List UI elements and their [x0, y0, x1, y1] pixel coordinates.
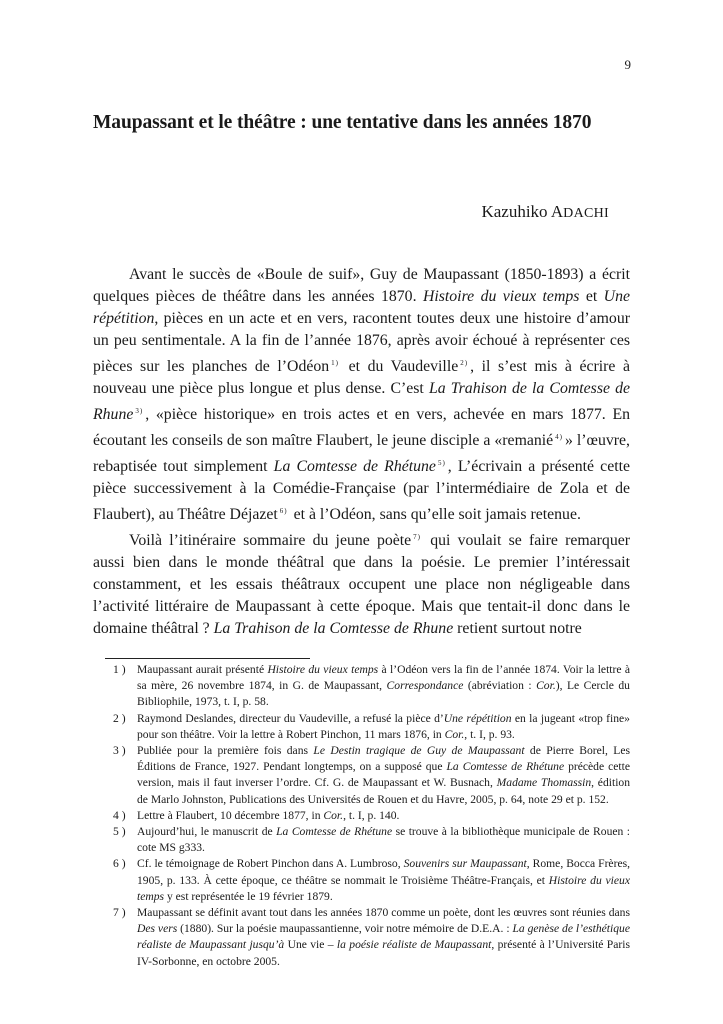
- footnote-text: Lettre à Flaubert, 10 décembre 1877, in Cor., t. I, p. 140.: [137, 808, 400, 822]
- footnote-number: 7 ): [113, 906, 126, 920]
- p1-title-rhetune: La Comtesse de Rhétune: [273, 458, 436, 475]
- footnote-text: Raymond Deslandes, directeur du Vaudeville, a refusé la pièce d’Une répétition en la jugeant «trop fine» pour son théâtre. Voir la lettre à Robert Pinchon, 11 mars 1876, in Cor., t. I, p. 93.: [137, 711, 630, 741]
- footnote-text: Aujourd’hui, le manuscrit de La Comtesse de Rhétune se trouve à la bibliothèque municipale de Rouen : cote MS g333.: [137, 825, 630, 855]
- footnote-ref-7[interactable]: 7): [413, 533, 422, 541]
- p1-title-trahison: La Trahison de la Comtesse de Rhune: [93, 380, 631, 423]
- footnote-divider: [105, 658, 310, 659]
- footnote-number: 6 ): [113, 857, 126, 871]
- p1-title-histoire: Histoire du vieux temps: [422, 288, 580, 305]
- footnote-ref-1[interactable]: 1): [331, 359, 340, 367]
- p1-text: » l’œuvre, rebaptisée tout simplement: [93, 432, 630, 475]
- p1-text: , pièces en un acte et en vers, racontent toutes deux une histoire d’amour un peu sentimentale. A la fin de l’année 1876, après avoir échoué à représenter ces pièces sur les planches de l’Odéon: [93, 310, 630, 375]
- p1-text: , L’écrivain a présenté cette pièce successivement à la Comédie-Française (par l’intermédiaire de Zola et de Flaubert), au Théâtre Déjazet: [93, 458, 630, 523]
- footnote-1: [113, 662, 630, 711]
- p1-text: , il s’est mis à écrire à nouveau une pièce plus longue et plus dense. C’est: [93, 358, 631, 397]
- footnotes: [113, 662, 630, 970]
- author-family-rest: DACHI: [563, 206, 609, 221]
- footnote-text: Maupassant aurait présenté Histoire du vieux temps à l’Odéon vers la fin de l’année 1874. Voir la lettre à sa mère, 26 novembre 1874, in G. de Maupassant, Correspondance (abréviation : Cor.), Le Cercle du Bibliophile, 1973, t. I, p. 58.: [137, 663, 631, 709]
- footnote-4: [113, 808, 630, 824]
- p1-title-repetition: Une répétition: [93, 288, 630, 327]
- p1-text: , «pièce historique» en trois actes et en vers, achevée en mars 1877. En écoutant les conseils de son maître Flaubert, le jeune disciple a «remanié: [93, 406, 630, 449]
- footnote-2: [113, 711, 630, 743]
- author-name: [481, 202, 609, 222]
- p2-text: qui voulait se faire remarquer aussi bien dans le monde théâtral que dans la poésie. Le premier l’intéressait constamment, et les essais théâtraux occupent une place non négligeable dans l’activité littéraire de Maupassant à cette époque. Mais que tentait-il donc dans le domaine théâtral ?: [93, 532, 630, 637]
- footnote-ref-4[interactable]: 4): [555, 433, 564, 441]
- footnote-number: 1 ): [113, 663, 126, 676]
- footnote-text: Cf. le témoignage de Robert Pinchon dans A. Lumbroso, Souvenirs sur Maupassant, Rome, Bocca Frères, 1905, p. 133. À cette époque, ce théâtre se nommait le Troisième Théâtre-Français, et Histoire du vieux temps y est représentée le 19 février 1879.: [137, 857, 630, 903]
- footnote-number: 5 ): [113, 825, 126, 839]
- p2-text: Voilà l’itinéraire sommaire du jeune poète: [129, 532, 412, 549]
- author-family-initial: A: [550, 202, 564, 221]
- page-number: 9: [624, 57, 631, 72]
- footnote-ref-5[interactable]: 5): [437, 459, 446, 467]
- footnote-7: [113, 905, 630, 970]
- p1-text: et à l’Odéon, sans qu’elle soit jamais retenue.: [289, 506, 581, 523]
- page-title: Maupassant et le théâtre : une tentative dans les années 1870: [93, 112, 592, 133]
- footnote-number: 4 ): [113, 808, 126, 822]
- paragraph-1: [93, 264, 630, 526]
- footnote-ref-2[interactable]: 2): [460, 359, 469, 367]
- author-given-name: Kazuhiko: [481, 202, 548, 221]
- footnote-ref-6[interactable]: 6): [279, 507, 288, 515]
- footnote-number: 2 ): [113, 711, 126, 725]
- paragraph-2: [93, 526, 630, 640]
- footnote-number: 3 ): [113, 744, 126, 758]
- footnote-ref-3[interactable]: 3): [135, 407, 144, 415]
- p1-text: et: [579, 288, 604, 305]
- p2-text: retient surtout notre: [453, 620, 582, 637]
- p2-title-trahison: La Trahison de la Comtesse de Rhune: [213, 620, 454, 637]
- footnote-5: [113, 824, 630, 856]
- footnote-3: [113, 743, 630, 808]
- footnote-6: [113, 856, 630, 905]
- p1-text: Avant le succès de «Boule de suif», Guy de Maupassant (1850-1893) a écrit quelques pièces de théâtre dans les années 1870.: [93, 266, 630, 305]
- body-text: [93, 264, 630, 640]
- p1-text: et du Vaudeville: [341, 358, 459, 375]
- footnote-text: Maupassant se définit avant tout dans les années 1870 comme un poète, dont les œuvres sont réunies dans Des vers (1880). Sur la poésie maupassantienne, voir notre mémoire de D.E.A. : La genèse de l’esthétique réaliste de Maupassant jusqu’à Une vie – la poésie réaliste de Maupassant, présenté à l’Université Paris IV-Sorbonne, en octobre 2005.: [137, 906, 630, 968]
- footnote-text: Publiée pour la première fois dans Le Destin tragique de Guy de Maupassant de Pierre Borel, Les Éditions de France, 1927. Pendant longtemps, on a supposé que La Comtesse de Rhétune précède cette version, mais il faut inverser l’ordre. Cf. G. de Maupassant et W. Busnach, Madame Thomassin, édition de Marlo Johnston, Publications des Universités de Rouen et du Havre, 2005, p. 64, note 29 et p. 152.: [137, 744, 631, 806]
